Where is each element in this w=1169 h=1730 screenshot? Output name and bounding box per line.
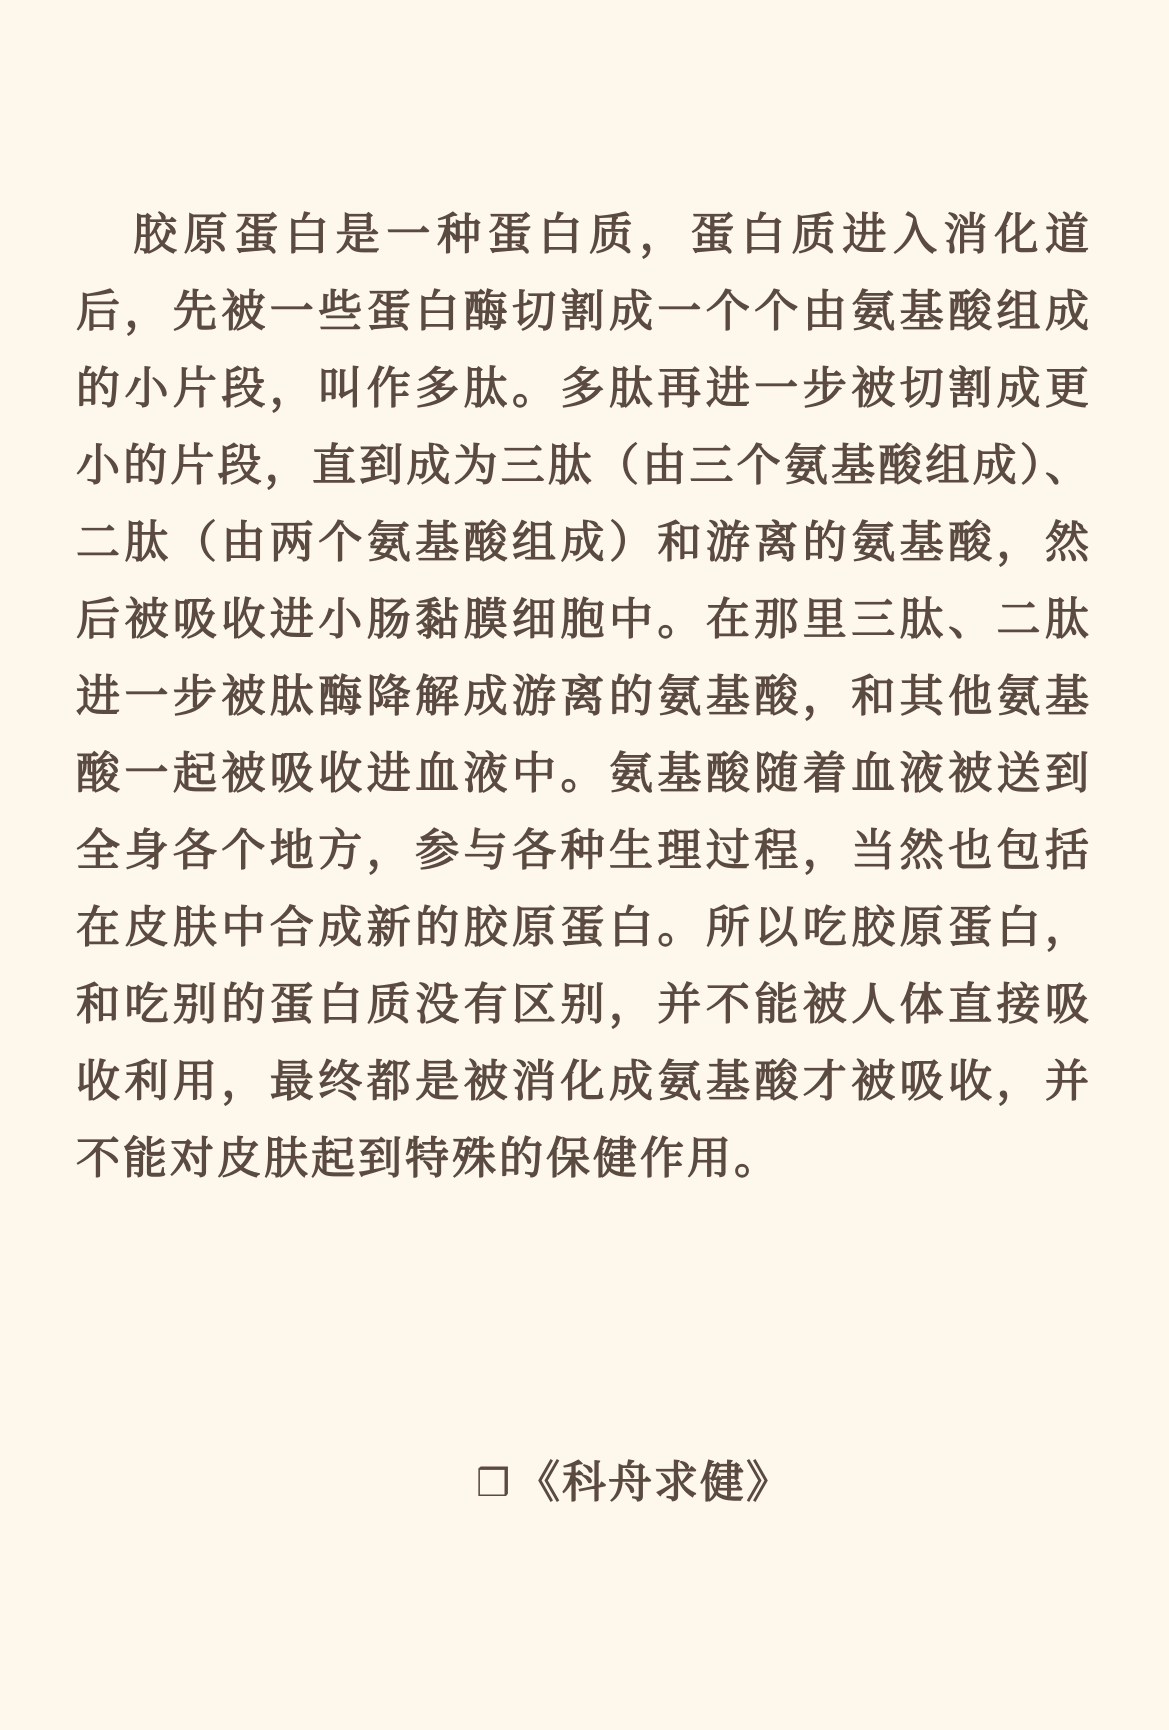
source-attribution (476, 1448, 916, 1518)
checkbox-bullet-icon: ❒ (476, 1461, 511, 1505)
source-title: 《科舟求健》 (516, 1457, 792, 1508)
article-body-text: 胶原蛋白是一种蛋白质，蛋白质进入消化道后，先被一些蛋白酶切割成一个个由氨基酸组成的小片段，叫作多肽。多肽再进一步被切割成更小的片段，直到成为三肽（由三个氨基酸组成）、二肽（由两个氨基酸组成）和游离的氨基酸，然后被吸收进小肠黏膜细胞中。在那里三肽、二肽进一步被肽酶降解成游离的氨基酸，和其他氨基酸一起被吸收进血液中。氨基酸随着血液被送到全身各个地方，参与各种生理过程，当然也包括在皮肤中合成新的胶原蛋白。所以吃胶原蛋白，和吃别的蛋白质没有区别，并不能被人体直接吸收利用，最终都是被消化成氨基酸才被吸收，并不能对皮肤起到特殊的保健作用。 (76, 209, 1092, 1184)
